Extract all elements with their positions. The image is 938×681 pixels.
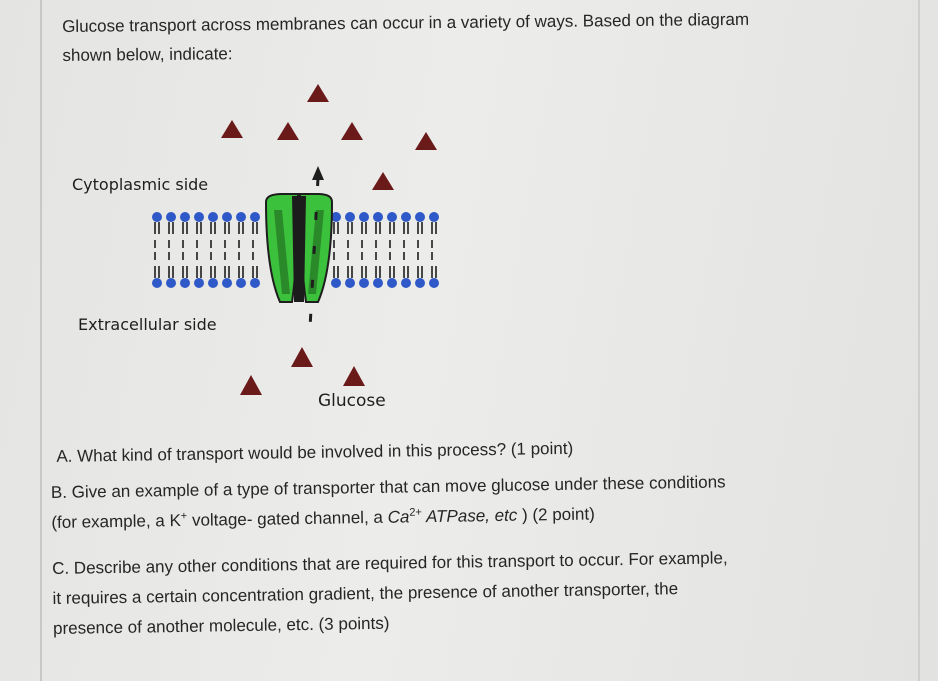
glucose-molecule xyxy=(307,84,329,102)
question-b xyxy=(51,467,727,538)
atpase-text: ATPase, etc xyxy=(421,505,518,527)
potassium-charge: + xyxy=(180,510,188,523)
glucose-molecule xyxy=(343,366,365,386)
membrane-diagram xyxy=(60,70,480,420)
lipid-bilayer-right xyxy=(331,212,439,288)
glucose-molecule xyxy=(415,132,437,150)
question-c-line-1: C. Describe any other conditions that are required for this transport to occur. For example, xyxy=(51,548,728,578)
intro-text xyxy=(62,3,883,70)
glucose-molecule xyxy=(372,172,394,190)
glucose-molecules-bottom xyxy=(240,347,365,395)
glucose-molecule xyxy=(277,122,299,140)
glucose-molecule xyxy=(240,375,262,395)
glucose-label: Glucose xyxy=(318,391,386,411)
question-b-text: ) (2 point) xyxy=(517,504,595,525)
glucose-molecules-top xyxy=(221,84,437,190)
channel-protein xyxy=(266,194,332,302)
calcium-symbol: Ca xyxy=(387,507,410,527)
extracellular-side-label: Extracellular side xyxy=(78,315,217,334)
glucose-molecule xyxy=(291,347,313,367)
glucose-molecule xyxy=(341,122,363,140)
glucose-molecule xyxy=(221,120,243,138)
question-c-line-3: presence of another molecule, etc. (3 points) xyxy=(52,613,390,638)
intro-line-1: Glucose transport across membranes can occur in a variety of ways. Based on the diagram xyxy=(62,9,750,36)
calcium-charge: 2+ xyxy=(409,506,422,519)
question-c-line-2: it requires a certain concentration gradient, the presence of another transporter, the xyxy=(52,579,679,608)
question-c xyxy=(52,543,729,644)
question-a: A. What kind of transport would be involved in this process? (1 point) xyxy=(56,438,574,466)
question-b-text: voltage- gated channel, a xyxy=(187,507,388,530)
lipid-bilayer-left xyxy=(152,212,260,288)
question-b-line-1: B. Give an example of a type of transporter that can move glucose under these conditions xyxy=(50,472,726,502)
question-b-text: (for example, a K xyxy=(51,510,181,532)
cytoplasmic-side-label: Cytoplasmic side xyxy=(72,175,209,194)
intro-line-2: shown below, indicate: xyxy=(62,44,233,65)
